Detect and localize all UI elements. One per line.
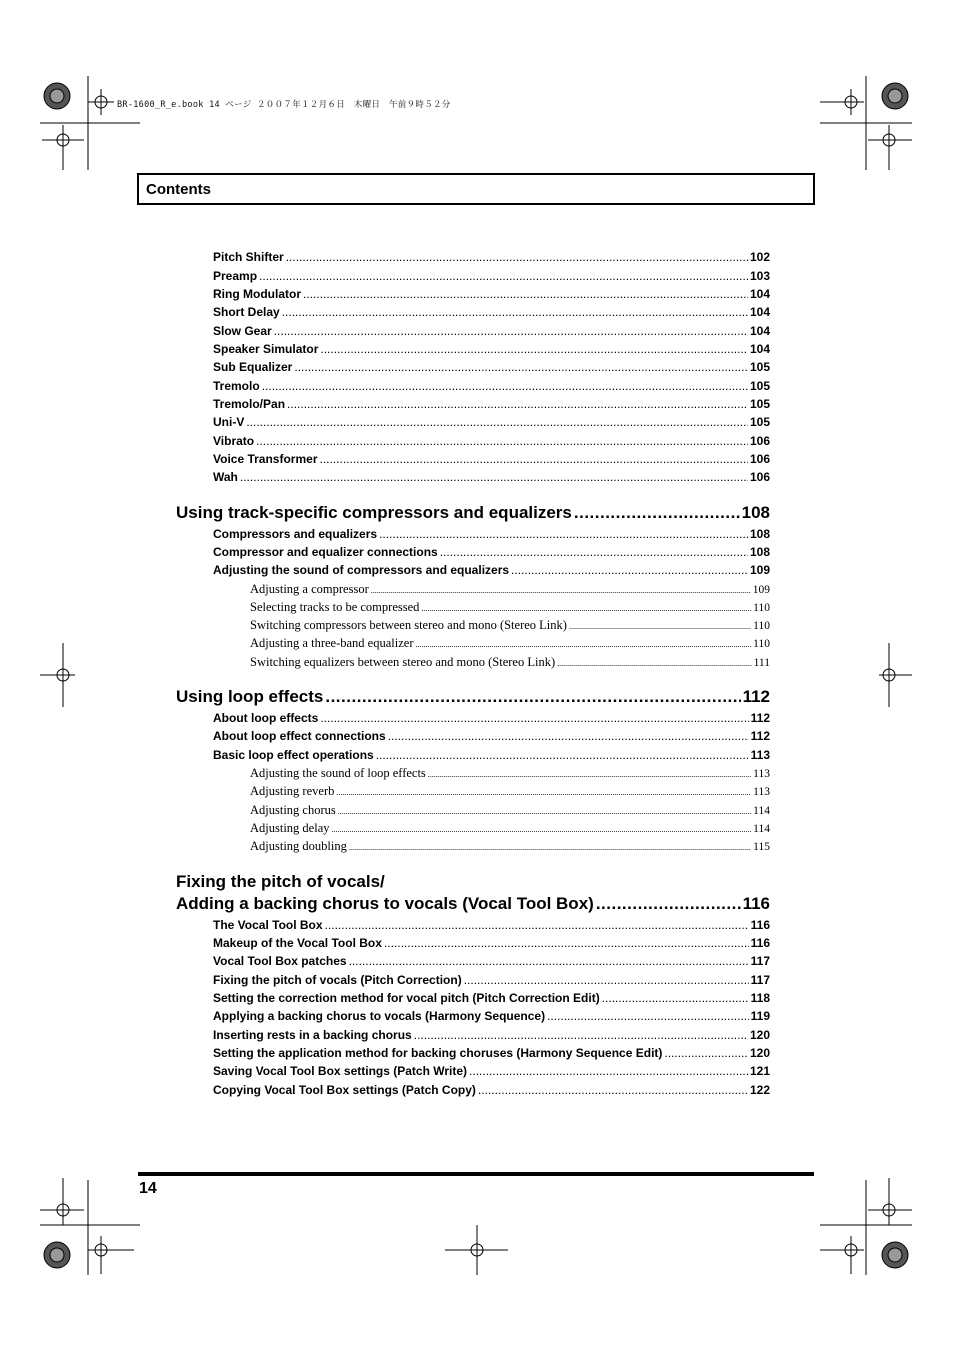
toc-entry-title: Fixing the pitch of vocals (Pitch Correction) [213,973,462,987]
toc-entry[interactable] [213,545,770,559]
toc-entry-title: Applying a backing chorus to vocals (Harmony Sequence) [213,1009,546,1023]
toc-entry[interactable] [213,305,770,319]
toc-entry[interactable] [213,563,770,577]
toc-chapter[interactable] [176,687,770,707]
toc-subentry-page: 113 [753,768,770,780]
toc-subentry[interactable] [250,655,770,670]
toc-subentry-page: 110 [753,638,770,650]
toc-entry-title: Tremolo [213,379,260,393]
toc-entry-page: 116 [750,936,770,950]
toc-entry[interactable] [213,711,770,725]
toc-entry[interactable] [213,1028,770,1042]
toc-entry[interactable] [213,470,770,484]
toc-entry[interactable] [213,527,770,541]
toc-entry-page: 102 [749,250,770,264]
toc-chapter-title: Adding a backing chorus to vocals (Vocal Tool Box) [176,894,594,913]
toc-entry-page: 112 [750,711,770,725]
toc-entry-title: Compressors and equalizers [213,527,378,541]
toc-entry-title: Inserting rests in a backing chorus [213,1028,412,1042]
toc-entry-page: 117 [750,973,770,987]
toc-entry-title: Uni-V [213,415,245,429]
toc-subentry-page: 110 [753,620,770,632]
toc-entry[interactable] [213,269,770,283]
toc-entry-page: 108 [749,545,770,559]
toc-chapter-title: Using track-specific compressors and equalizers [176,503,572,522]
toc-entry-title: Saving Vocal Tool Box settings (Patch Write) [213,1064,468,1078]
toc-entry[interactable] [213,729,770,743]
toc-entry[interactable] [213,1064,770,1078]
toc-entry-page: 104 [749,324,770,338]
toc-entry-page: 103 [749,269,770,283]
toc-entry-page: 104 [749,342,770,356]
toc-subentry[interactable] [250,839,770,854]
toc-subentry[interactable] [250,803,770,818]
toc-subentry[interactable] [250,600,770,615]
toc-entry-title: About loop effects [213,711,319,725]
toc-subentry-title: Adjusting the sound of loop effects [250,766,426,780]
toc-entry-page: 108 [749,527,770,541]
toc-entry-title: Tremolo/Pan [213,397,286,411]
toc-subentry-page: 111 [753,657,770,669]
toc-entry-page: 109 [749,563,770,577]
toc-entry[interactable] [213,954,770,968]
toc-entry[interactable] [213,342,770,356]
toc-entry[interactable] [213,250,770,264]
toc-subentry-page: 113 [753,786,770,798]
toc-entry[interactable] [213,434,770,448]
toc-entry-title: Speaker Simulator [213,342,319,356]
toc-entry-title: Setting the correction method for vocal pitch (Pitch Correction Edit) [213,991,600,1005]
toc-entry-page: 120 [749,1046,770,1060]
toc-entry-title: Ring Modulator [213,287,301,301]
toc-subentry-page: 115 [753,841,770,853]
toc-subentry[interactable] [250,618,770,633]
toc-subentry-title: Adjusting a three-band equalizer [250,636,414,650]
toc-entry-title: Short Delay [213,305,280,319]
toc-entry[interactable] [213,936,770,950]
toc-entry[interactable] [213,415,770,429]
toc-subentry[interactable] [250,821,770,836]
toc-entry[interactable] [213,973,770,987]
toc-entry[interactable] [213,918,770,932]
toc-entry-title: The Vocal Tool Box [213,918,323,932]
toc-entry-title: Vibrato [213,434,255,448]
toc-entry-page: 113 [750,748,770,762]
toc-entry[interactable] [213,360,770,374]
toc-entry[interactable] [213,1009,770,1023]
toc-subentry[interactable] [250,784,770,799]
toc-subentry-title: Adjusting delay [250,821,330,835]
toc-subentry[interactable] [250,636,770,651]
toc-entry-title: Copying Vocal Tool Box settings (Patch Copy) [213,1083,476,1097]
toc-entry-page: 112 [750,729,770,743]
toc-entry-title: Makeup of the Vocal Tool Box [213,936,382,950]
toc-chapter-page: 108 [741,503,770,522]
toc-entry-page: 118 [750,991,770,1005]
toc-entry-page: 121 [749,1064,770,1078]
toc-entry-title: Slow Gear [213,324,272,338]
toc-entry-page: 105 [749,379,770,393]
toc-entry[interactable] [213,748,770,762]
toc-subentry-title: Switching equalizers between stereo and mono (Stereo Link) [250,655,556,669]
toc-entry-title: Adjusting the sound of compressors and equalizers [213,563,510,577]
toc-entry[interactable] [213,287,770,301]
toc-entry-title: Pitch Shifter [213,250,284,264]
page-number: 14 [139,1180,157,1197]
toc-entry-page: 106 [749,470,770,484]
toc-subentry-title: Adjusting chorus [250,803,336,817]
toc-entry[interactable] [213,324,770,338]
toc-subentry-title: Adjusting reverb [250,784,335,798]
toc-entry-title: Vocal Tool Box patches [213,954,347,968]
toc-entry-title: Setting the application method for backing choruses (Harmony Sequence Edit) [213,1046,663,1060]
toc-entry-page: 105 [749,415,770,429]
toc-entry-title: Preamp [213,269,258,283]
toc-entry[interactable] [213,991,770,1005]
toc-entry[interactable] [213,397,770,411]
toc-subentry-title: Selecting tracks to be compressed [250,600,420,614]
toc-entry-page: 105 [749,397,770,411]
toc-subentry-page: 114 [753,805,770,817]
toc-entry-page: 120 [749,1028,770,1042]
toc-subentry[interactable] [250,582,770,597]
toc-entry-page: 104 [749,305,770,319]
toc-entry-page: 104 [749,287,770,301]
toc-entry-page: 122 [749,1083,770,1097]
toc-chapter[interactable] [176,503,770,523]
toc-entry-page: 106 [749,452,770,466]
toc-entry-title: Compressor and equalizer connections [213,545,438,559]
toc-subentry-page: 114 [753,823,770,835]
toc-entry-page: 116 [750,918,770,932]
toc-subentry-title: Adjusting doubling [250,839,347,853]
toc-subentry[interactable] [250,766,770,781]
toc-subentry-page: 109 [752,584,770,596]
toc-entry-page: 119 [750,1009,770,1023]
toc-chapter-page: 116 [742,894,770,913]
toc-entry[interactable] [213,379,770,393]
toc-chapter[interactable] [176,894,770,914]
toc-entry-title: Basic loop effect operations [213,748,374,762]
toc-chapter-title: Using loop effects [176,687,324,706]
toc-entry-page: 105 [749,360,770,374]
toc-chapter-page: 112 [742,687,770,706]
toc-entry-title: About loop effect connections [213,729,386,743]
toc-entry-title: Wah [213,470,238,484]
toc-entry-page: 106 [749,434,770,448]
toc-subentry-title: Switching compressors between stereo and mono (Stereo Link) [250,618,567,632]
toc-entry-page: 117 [750,954,770,968]
toc-entry[interactable] [213,1083,770,1097]
footer-rule [138,1172,814,1176]
toc-entry[interactable] [213,1046,770,1060]
toc-entry-title: Sub Equalizer [213,360,293,374]
toc-entry[interactable] [213,452,770,466]
section-title: Contents [146,181,211,198]
toc-subentry-title: Adjusting a compressor [250,582,369,596]
print-header: BR-1600_R_e.book 14 ページ ２００７年１２月６日 木曜日 午前９時５２分 [117,100,451,110]
toc-entry-title: Voice Transformer [213,452,318,466]
toc-chapter-title-line1[interactable]: Fixing the pitch of vocals/ [176,872,385,891]
toc-subentry-page: 110 [753,602,770,614]
